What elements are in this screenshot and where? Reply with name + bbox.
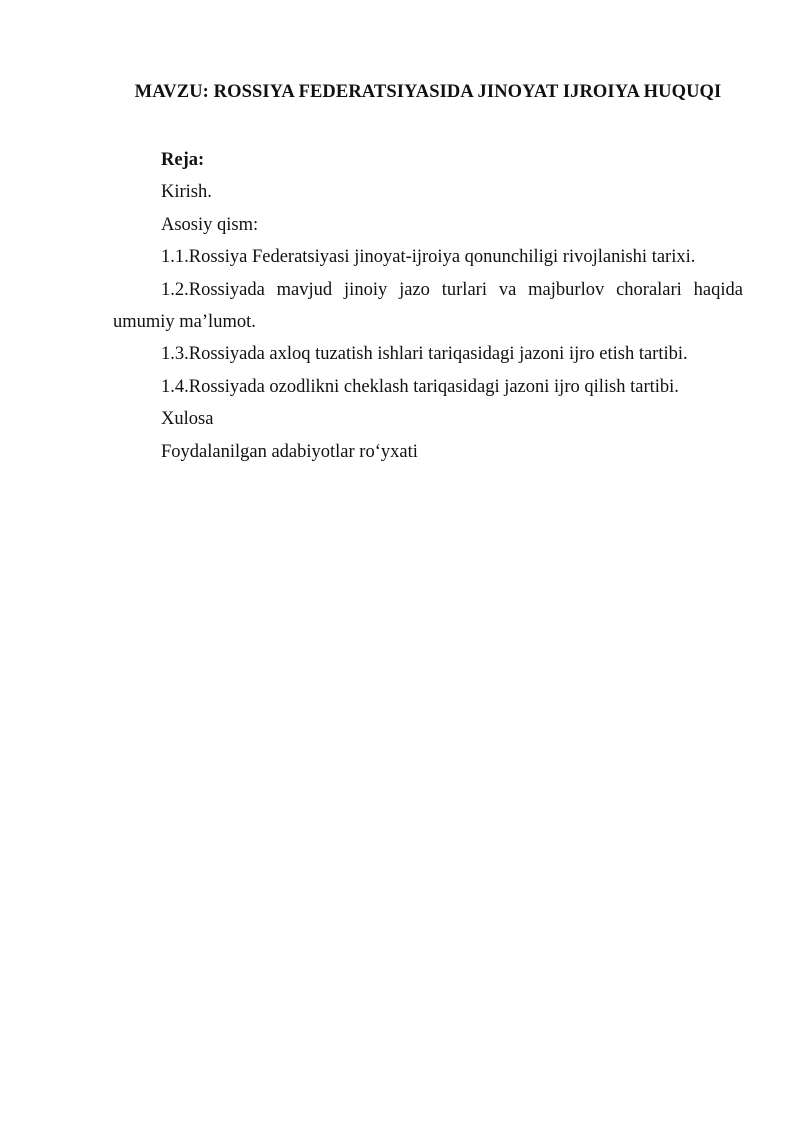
plan-item-1-4: 1.4.Rossiyada ozodlikni cheklash tariqasidagi jazoni ijro qilish tartibi.: [161, 376, 679, 397]
plan-item-references: Foydalanilgan adabiyotlar ro‘yxati: [161, 441, 418, 462]
plan-heading: Reja:: [161, 150, 205, 170]
plan-item-conclusion: Xulosa: [161, 409, 214, 430]
plan-section: [113, 144, 743, 468]
plan-item-main-part: Asosiy qism:: [161, 214, 259, 235]
plan-item-1-2: 1.2.Rossiyada mavjud jinoiy jazo turlari va majburlov choralari haqida umumiy ma’lumot.: [113, 279, 743, 333]
plan-item-1-3: 1.3.Rossiyada axloq tuzatish ishlari tariqasidagi jazoni ijro etish tartibi.: [161, 344, 688, 365]
plan-item-introduction: Kirish.: [161, 182, 212, 203]
document-title: MAVZU: ROSSIYA FEDERATSIYASIDA JINOYAT IJROIYA HUQUQI: [134, 82, 722, 102]
plan-item-1-1: 1.1.Rossiya Federatsiyasi jinoyat-ijroiya qonunchiligi rivojlanishi tarixi.: [161, 247, 696, 268]
